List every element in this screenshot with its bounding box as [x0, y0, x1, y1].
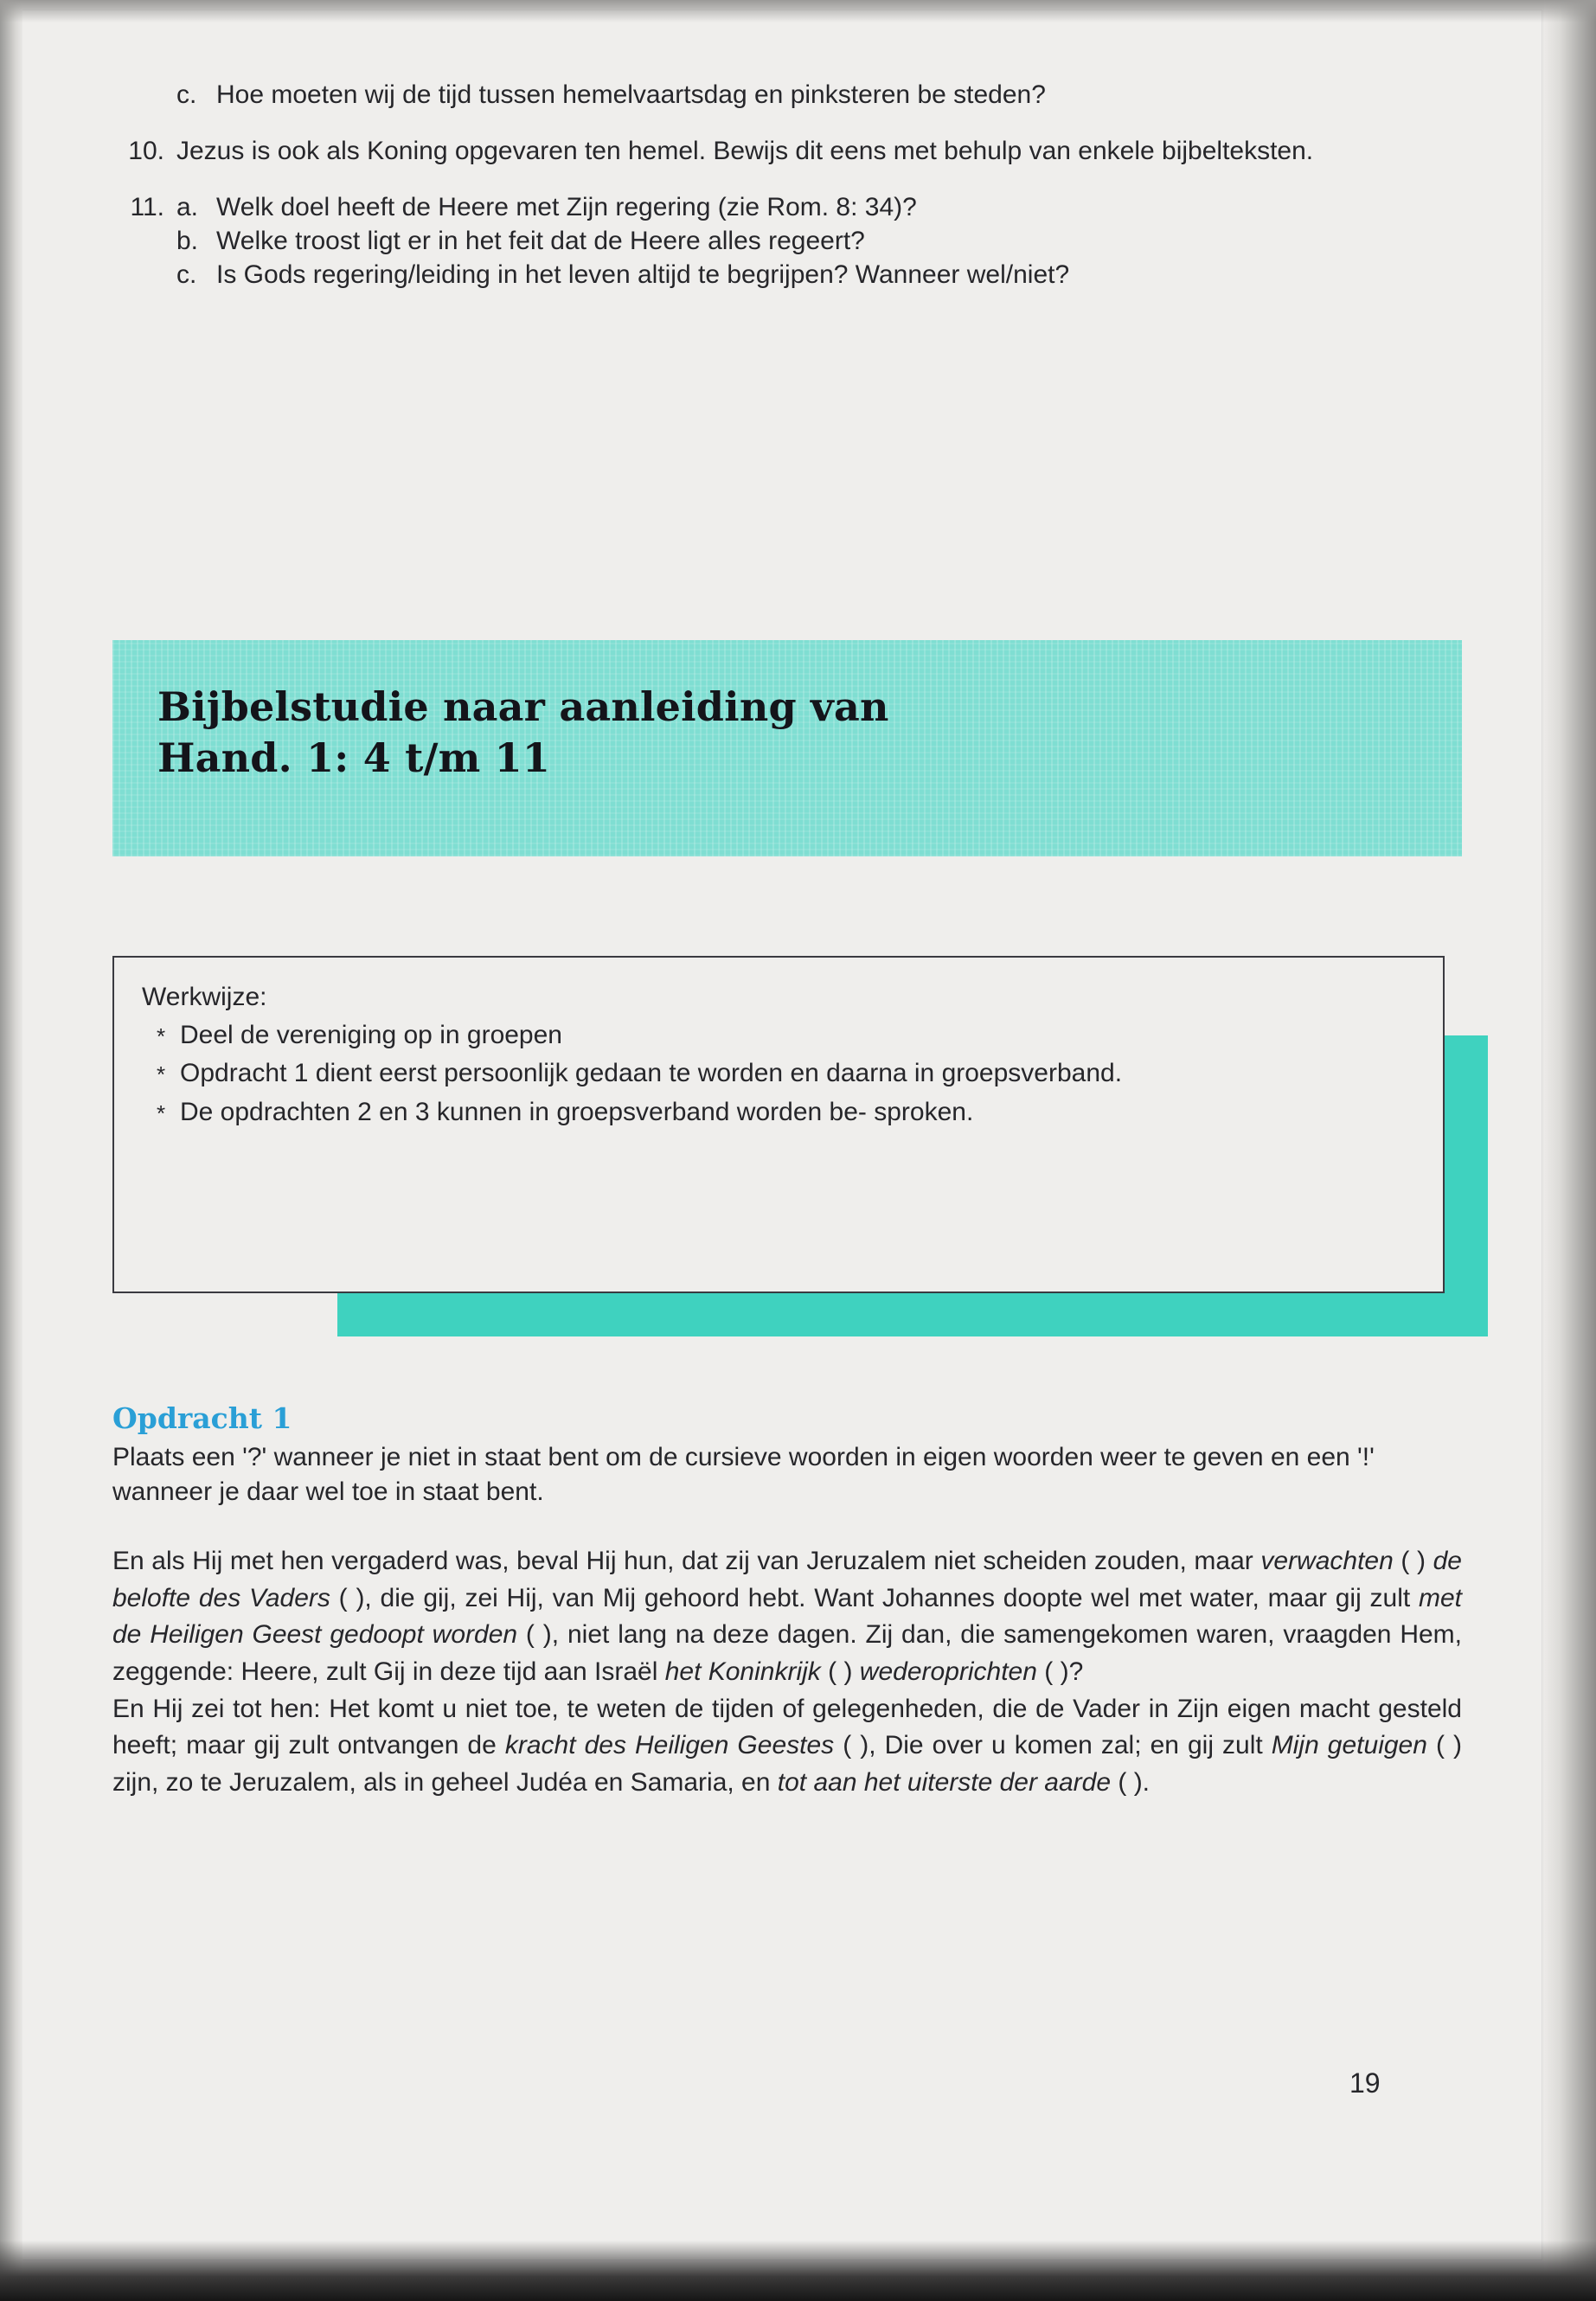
question-9c-text: Hoe moeten wij de tijd tussen hemelvaartsdag en pinksteren be steden?	[216, 80, 1046, 109]
werkwijze-box	[112, 956, 1445, 1293]
question-11a	[176, 190, 1462, 224]
question-10-number: 10.	[128, 137, 164, 165]
werkwijze-shadow-bottom	[337, 1293, 1488, 1336]
passage-text: ( )	[820, 1657, 860, 1686]
passage-italic-term: met de Heiligen Geest gedoopt worden	[112, 1583, 1462, 1650]
passage-italic-term: het Koninkrijk	[664, 1657, 821, 1686]
page-bottom-edge-shadow	[0, 2240, 1596, 2301]
question-10	[112, 134, 1462, 168]
passage-text: ( ) zijn, zo te Jeruzalem, als in geheel Judéa en Samaria, en	[112, 1731, 1462, 1797]
opdracht-intro: Plaats een '?' wanneer je niet in staat bent om de cursieve woorden in eigen woorden weer te geven en een '!' wanneer je daar wel toe in staat bent.	[112, 1443, 1375, 1506]
question-11c	[176, 258, 1462, 292]
question-11b	[176, 224, 1462, 258]
question-11	[112, 190, 1462, 292]
question-10-text: Jezus is ook als Koning opgevaren ten hemel. Bewijs dit eens met behulp van enkele bijbelteksten.	[176, 137, 1314, 165]
question-11-number: 11.	[130, 193, 164, 221]
passage-text: ( )?	[1036, 1657, 1084, 1686]
passage-text: ( )	[1393, 1547, 1433, 1576]
passage-text: ( ), Die over u komen zal; en gij zult	[834, 1731, 1272, 1760]
question-9c-letter: c.	[176, 80, 197, 109]
page-left-edge-shadow	[0, 0, 22, 2301]
question-9c	[112, 78, 1462, 112]
passage-text: ( ).	[1111, 1767, 1151, 1797]
passage-italic-term: kracht des Heiligen Geestes	[504, 1731, 835, 1760]
page-right-edge-shadow	[1544, 0, 1596, 2301]
werkwijze-item-3-text: De opdrachten 2 en 3 kunnen in groepsverband worden be- sproken.	[180, 1097, 974, 1126]
section-banner	[112, 640, 1462, 856]
question-11b-letter: b.	[176, 227, 199, 255]
werkwijze-block	[112, 956, 1488, 1319]
section-banner-text	[157, 682, 889, 784]
werkwijze-item-3	[142, 1095, 1417, 1130]
question-11c-text: Is Gods regering/leiding in het leven altijd te begrijpen? Wanneer wel/niet?	[216, 260, 1070, 289]
werkwijze-shadow-right	[1445, 1035, 1488, 1321]
passage-text: ( ), niet lang na deze dagen. Zij dan, die samengekomen waren, vraagden Hem, zeggende: Heere, zult Gij in deze tijd aan Israël	[112, 1620, 1463, 1686]
passage-text: En als Hij met hen vergaderd was, beval Hij hun, dat zij van Jeruzalem niet scheiden zouden, maar	[112, 1547, 1261, 1576]
section-banner-line1: Bijbelstudie naar aanleiding van	[157, 683, 889, 730]
werkwijze-item-2	[142, 1056, 1417, 1091]
werkwijze-item-1	[142, 1018, 1417, 1053]
werkwijze-heading: Werkwijze:	[142, 983, 267, 1011]
werkwijze-item-2-text: Opdracht 1 dient eerst persoonlijk gedaan te worden en daarna in groepsverband.	[180, 1059, 1123, 1088]
question-9c-number	[112, 78, 176, 112]
questions-block	[112, 78, 1462, 314]
asterisk-bullet-icon: *	[156, 1023, 166, 1050]
werkwijze-item-1-text: Deel de vereniging op in groepen	[180, 1021, 562, 1050]
question-11a-letter: a.	[176, 193, 199, 221]
question-11c-letter: c.	[176, 260, 197, 289]
passage-text: En Hij zei tot hen: Het komt u niet toe, te weten de tijden of gelegenheden, die de Vader in Zijn eigen macht gesteld heeft; maar gij zult ontvangen de	[112, 1694, 1462, 1760]
passage-italic-term: Mijn getuigen	[1271, 1731, 1427, 1760]
section-banner-line2: Hand. 1: 4 t/m 11	[157, 734, 551, 781]
question-11a-text: Welk doel heeft de Heere met Zijn regering (zie Rom. 8: 34)?	[216, 193, 917, 221]
page-top-edge-shadow	[0, 0, 1596, 22]
passage-italic-term: wederoprichten	[859, 1657, 1037, 1686]
scripture-passage	[112, 1543, 1462, 1801]
asterisk-bullet-icon: *	[156, 1099, 166, 1126]
passage-text: ( ), die gij, zei Hij, van Mij gehoord hebt. Want Johannes doopte wel met water, maar gij zult	[330, 1583, 1419, 1612]
asterisk-bullet-icon: *	[156, 1061, 166, 1088]
opdracht-title: Opdracht 1	[112, 1401, 292, 1435]
passage-italic-term: verwachten	[1260, 1547, 1394, 1576]
opdracht-section	[112, 1401, 1462, 1801]
question-11b-text: Welke troost ligt er in het feit dat de Heere alles regeert?	[216, 227, 865, 255]
page-number: 19	[1349, 2067, 1381, 2099]
passage-italic-term: tot aan het uiterste der aarde	[777, 1767, 1112, 1797]
passage-italic-term: de belofte des Vaders	[112, 1547, 1462, 1612]
